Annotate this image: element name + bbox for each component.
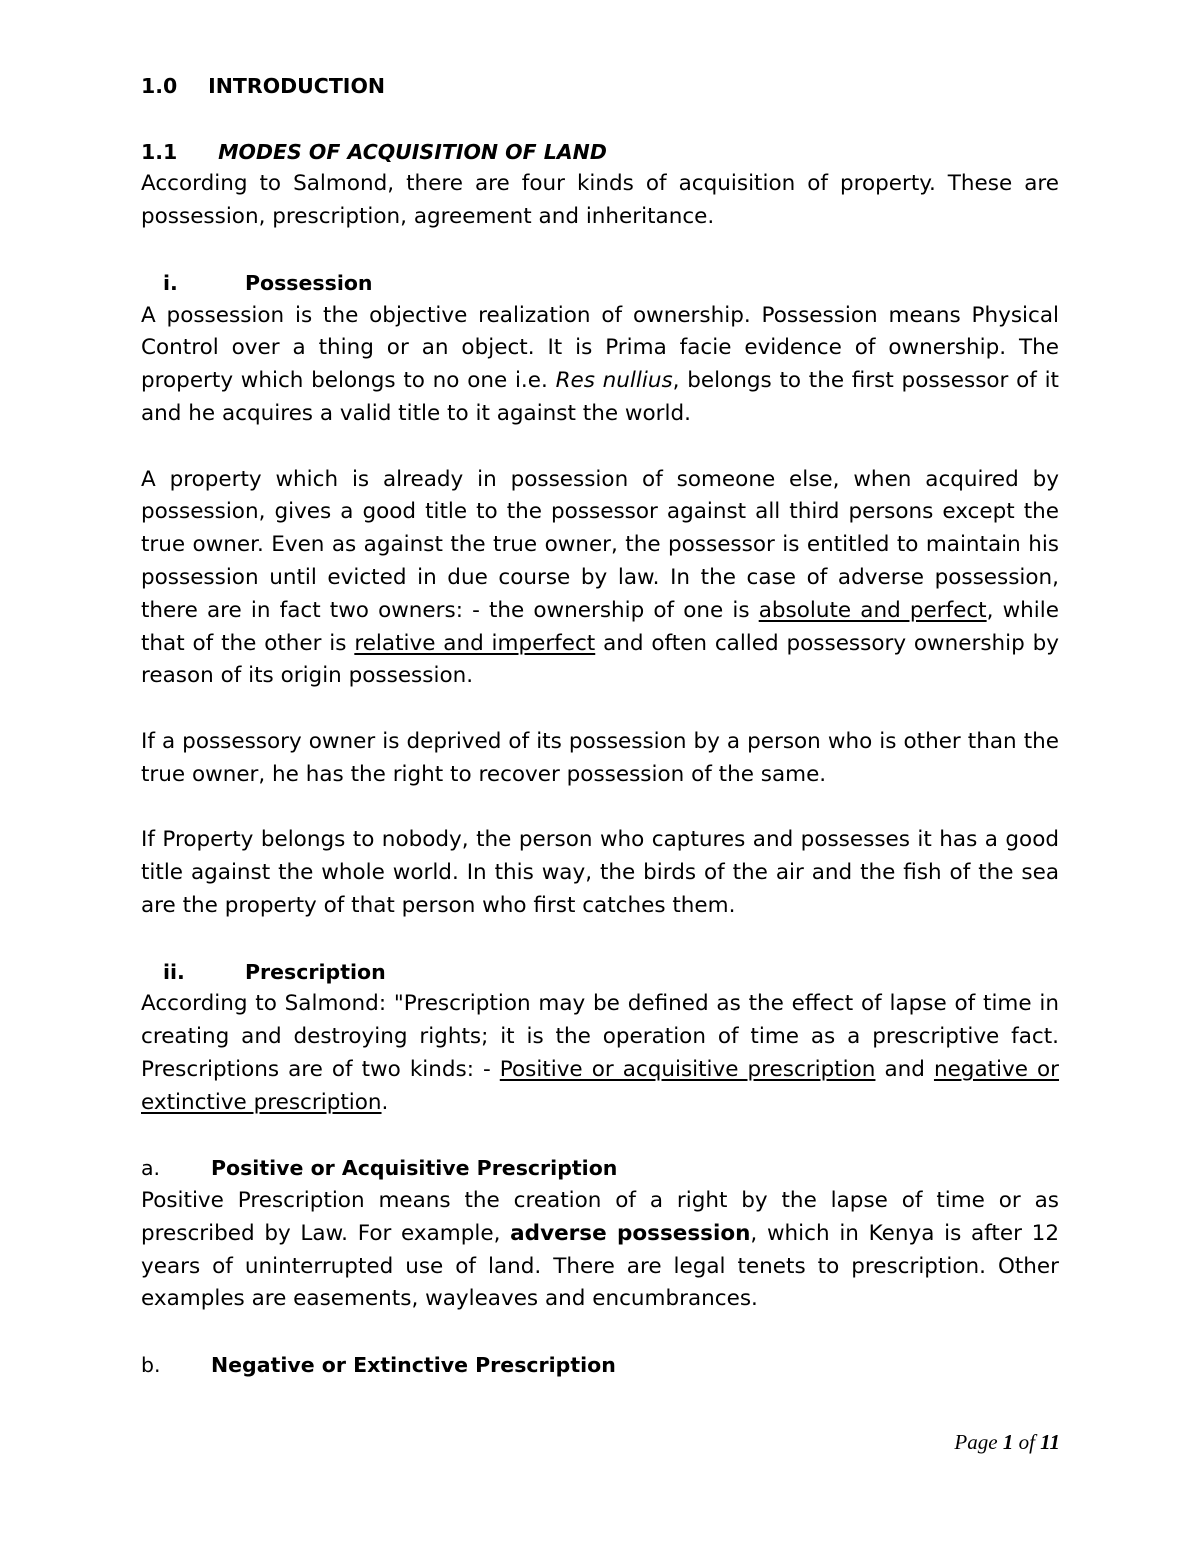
negative-prescription-term: negative or extinctive prescription — [141, 1056, 1060, 1115]
footer-prefix: Page — [954, 1430, 1003, 1454]
adverse-possession-term: adverse possession — [510, 1220, 751, 1246]
positive-text-b: , which in Kenya is after 12 years of uninterrupted use of land. There are legal tenets to prescription. Other examples are easements, wayleaves and encumbrances. — [141, 1220, 1059, 1312]
page-number-footer — [900, 1430, 1060, 1455]
subheading-prescription — [141, 956, 1059, 989]
possession-paragraph-4: If Property belongs to nobody, the person who captures and possesses it has a good title against the whole world. In this way, the birds of the air and the fish of the sea are the property of that person who first catches them. — [141, 827, 1059, 918]
possession-p1-text-a: A possession is the objective realization of ownership. Possession means Physical Control over a thing or an object. It is Prima facie evidence of ownership. The property which belongs to no one i.e. — [141, 302, 1059, 394]
subheading-positive-prescription — [141, 1152, 1059, 1185]
negative-title: Negative or Extinctive Prescription — [211, 1353, 616, 1378]
footer-of: of — [1013, 1430, 1041, 1454]
prescription-numeral: ii. — [163, 959, 185, 984]
relative-and-imperfect-term: relative and imperfect — [354, 630, 596, 656]
subheading-negative-prescription — [141, 1349, 1059, 1382]
prescription-paragraph — [141, 988, 1059, 1119]
prescription-text-c: . — [381, 1089, 389, 1115]
positive-text-a: Positive Prescription means the creation of a right by the lapse of time or as prescribed by Law. For example, — [141, 1188, 1059, 1246]
possession-numeral: i. — [163, 270, 178, 295]
heading-modes-number: 1.1 — [141, 139, 178, 164]
possession-p2-text-c: and often called possessory ownership by reason of its origin possession. — [141, 630, 1059, 689]
footer-total-pages: 11 — [1040, 1430, 1060, 1454]
document-page — [141, 70, 1059, 1382]
intro-paragraph: According to Salmond, there are four kinds of acquisition of property. These are possession, prescription, agreement and inheritance. — [141, 171, 1059, 230]
heading-introduction — [141, 70, 1059, 103]
positive-prescription-term: Positive or acquisitive prescription — [499, 1056, 876, 1082]
possession-p1-text-b: , belongs to the first possessor of it and he acquires a valid title to it against the world. — [141, 368, 1059, 426]
subheading-possession — [141, 267, 1059, 300]
possession-p2-text-a: A property which is already in possession of someone else, when acquired by possession, gives a good title to the possessor against all third persons except the true owner. Even as against the true owner, the possessor is entitled to maintain his possession until evicted in due course by law. In the case of adverse possession, there are in fact two owners: - the ownership of one is — [141, 466, 1059, 623]
possession-paragraph-3: If a possessory owner is deprived of its possession by a person who is other than the true owner, he has the right to recover possession of the same. — [141, 728, 1059, 787]
negative-letter: b. — [141, 1353, 161, 1378]
prescription-text-b: and — [875, 1056, 934, 1082]
possession-p2-text-b: , while that of the other is — [141, 597, 1059, 656]
heading-introduction-number: 1.0 — [141, 74, 178, 98]
positive-prescription-paragraph — [141, 1185, 1059, 1316]
positive-title: Positive or Acquisitive Prescription — [211, 1156, 618, 1181]
res-nullius-term: Res nullius — [555, 368, 673, 394]
absolute-and-perfect-term: absolute and perfect — [758, 597, 987, 623]
heading-modes-title: MODES OF ACQUISITION OF LAND — [218, 139, 607, 164]
possession-title: Possession — [245, 270, 373, 295]
possession-paragraph-1 — [141, 300, 1059, 431]
heading-modes-of-acquisition — [141, 136, 1059, 169]
positive-letter: a. — [141, 1156, 161, 1181]
footer-current-page: 1 — [1002, 1430, 1014, 1454]
prescription-title: Prescription — [245, 959, 386, 984]
heading-introduction-title: INTRODUCTION — [208, 74, 386, 98]
possession-paragraph-2 — [141, 464, 1059, 694]
prescription-text-a: According to Salmond: "Prescription may be defined as the effect of lapse of time in creating and destroying rights; it is the operation of time as a prescriptive fact. Prescriptions are of two kinds: - — [141, 991, 1059, 1082]
